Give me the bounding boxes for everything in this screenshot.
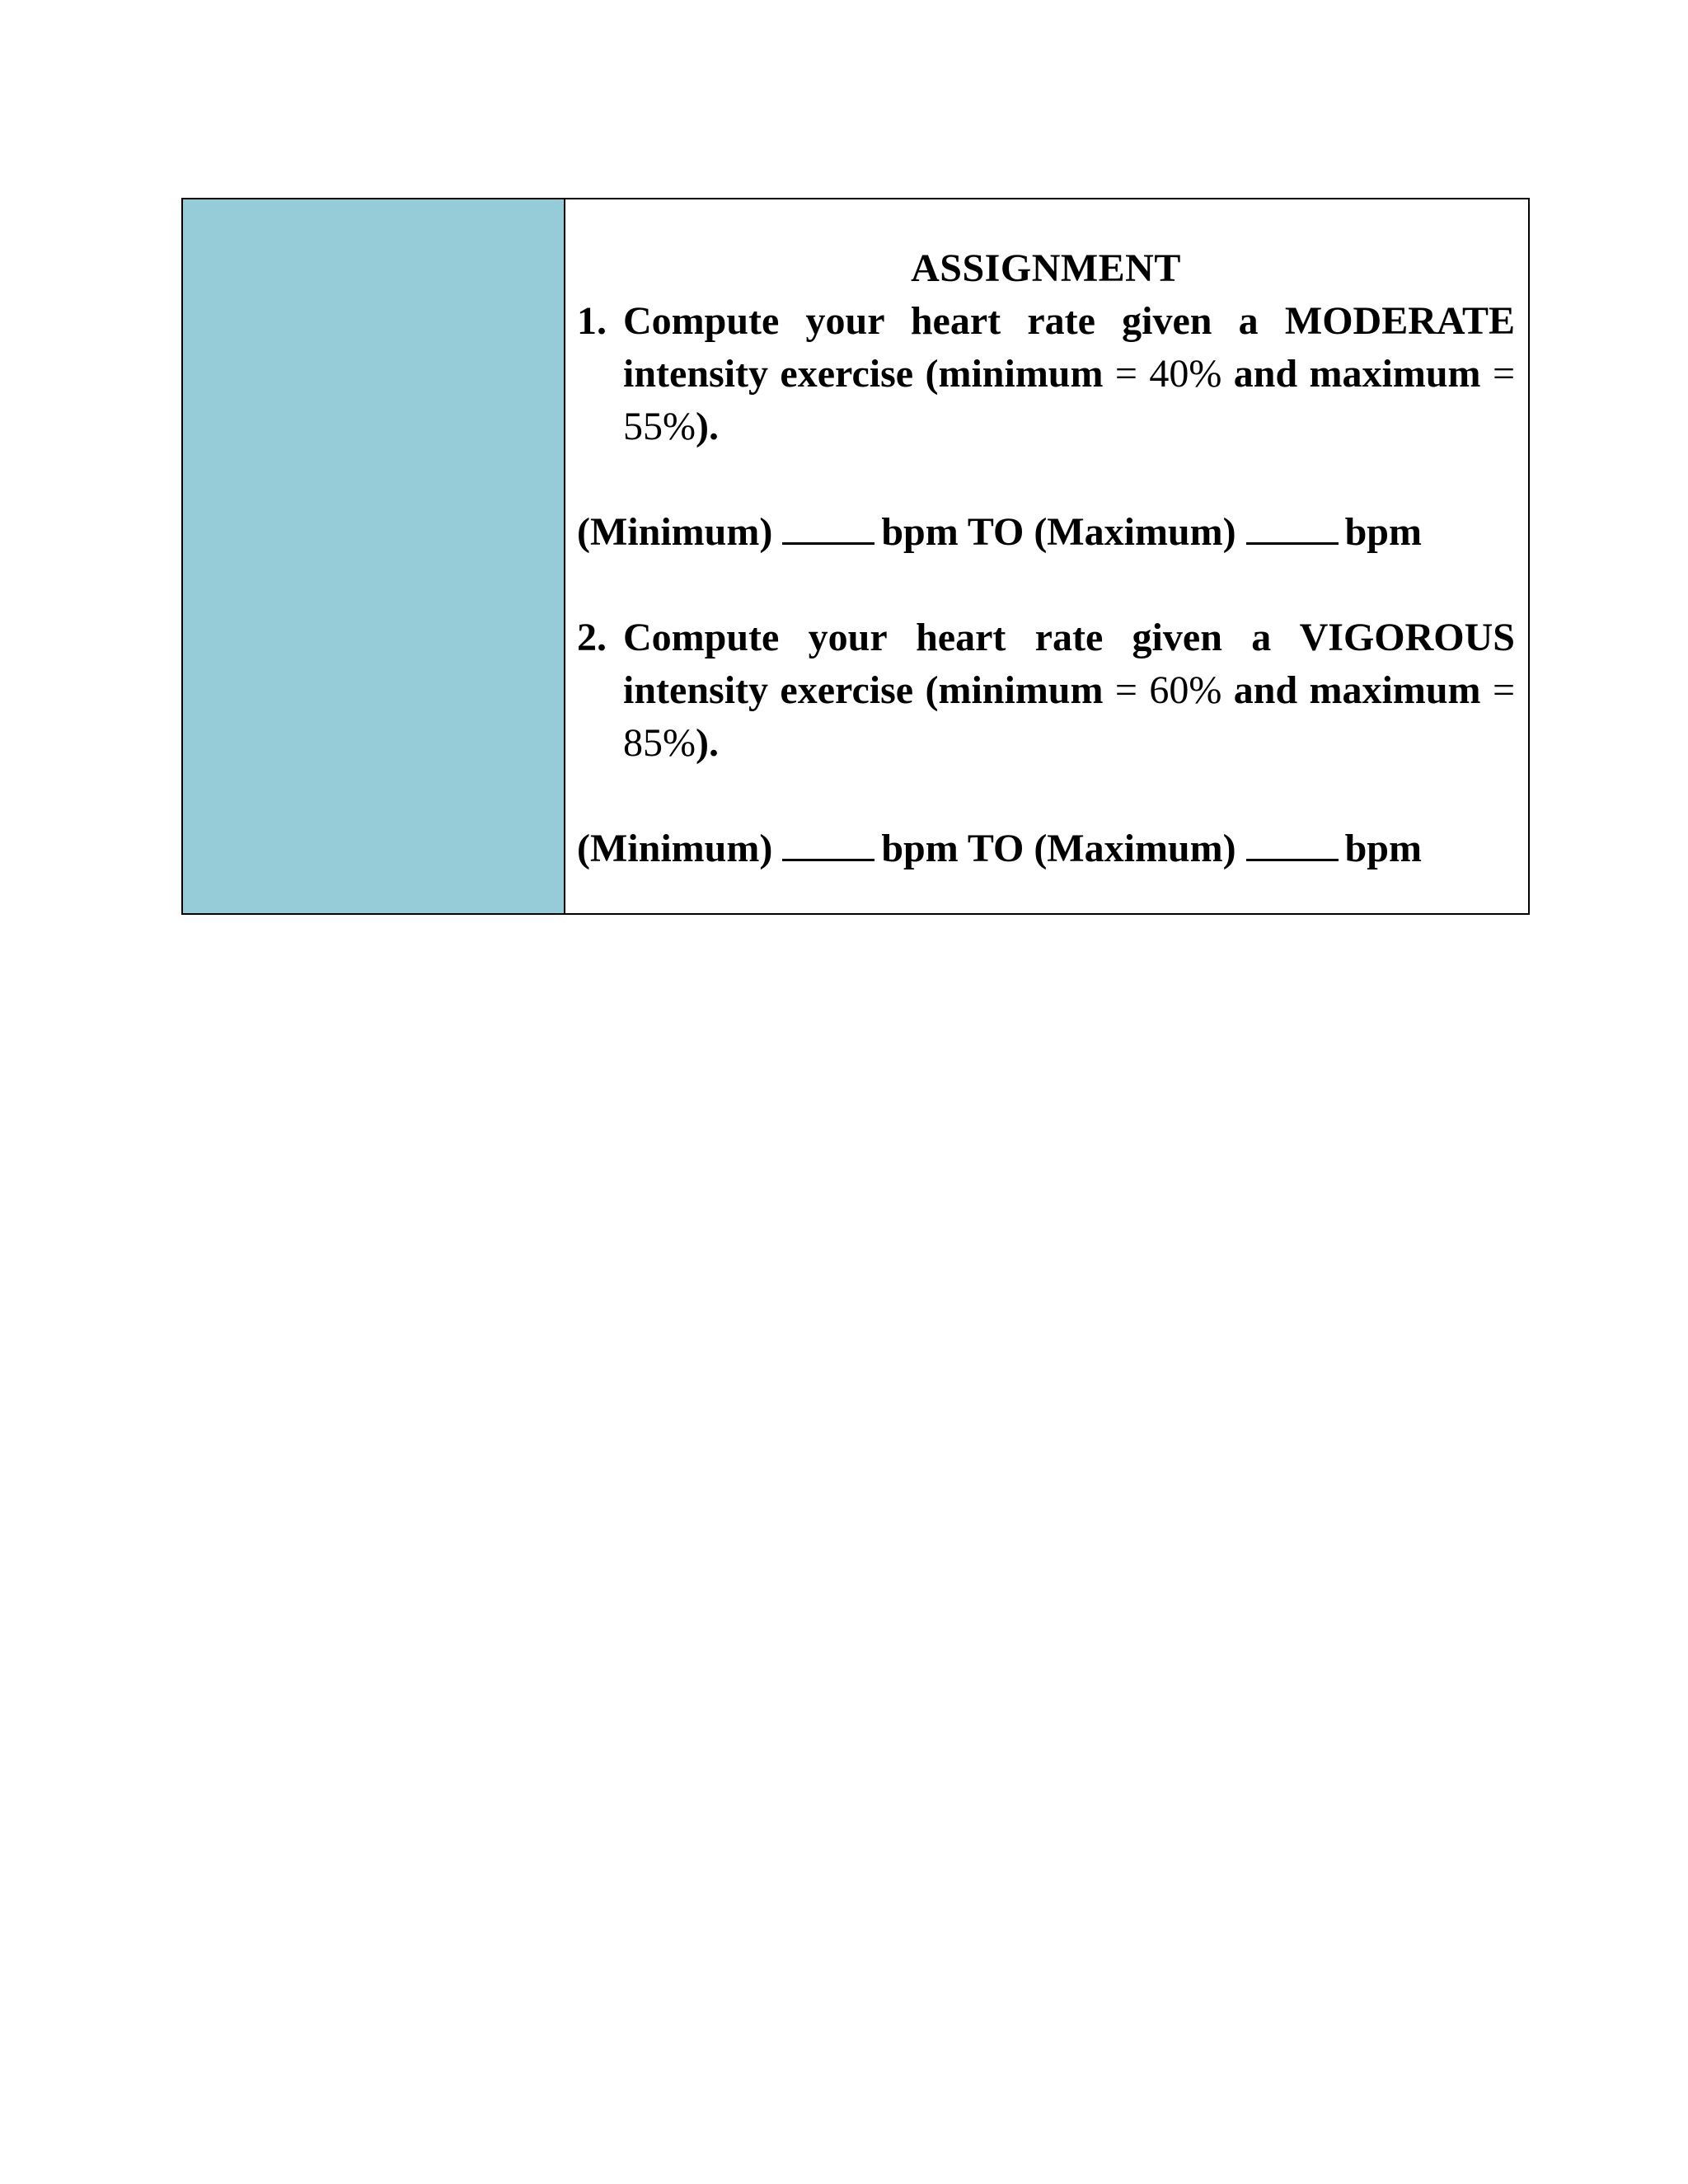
unit-label: bpm TO xyxy=(881,510,1025,554)
question-text-mid: and maximum xyxy=(1221,668,1493,712)
assignment-table xyxy=(181,198,1530,915)
question-max-value: = 55% xyxy=(623,352,1516,448)
assignment-title: ASSIGNMENT xyxy=(911,246,1181,290)
assignment-content xyxy=(565,199,1528,913)
question-text-suffix: ). xyxy=(695,405,719,448)
question-text-prefix: Compute your heart rate given a MODERATE intensity exercise (minimum xyxy=(623,299,1515,396)
question-text-suffix: ). xyxy=(695,721,719,765)
question-max-value: = 85% xyxy=(623,668,1516,765)
question-min-value: = 60% xyxy=(1114,668,1222,712)
question-text-prefix: Compute your heart rate given a VIGOROUS intensity exercise (minimum xyxy=(623,616,1515,712)
minimum-blank[interactable] xyxy=(782,509,874,545)
minimum-label: (Minimum) xyxy=(577,827,773,870)
question-number: 1. xyxy=(577,299,607,343)
answer-line-1 xyxy=(577,506,1515,559)
question-min-value: = 40% xyxy=(1114,352,1222,396)
maximum-label: (Maximum) xyxy=(1034,510,1236,554)
maximum-blank[interactable] xyxy=(1246,509,1339,545)
unit-label: bpm xyxy=(1344,827,1422,870)
question-text-mid: and maximum xyxy=(1221,352,1493,396)
question-text xyxy=(623,295,1515,453)
side-panel xyxy=(183,199,565,913)
question-number: 2. xyxy=(577,616,607,659)
question-1 xyxy=(577,295,1515,453)
maximum-label: (Maximum) xyxy=(1034,827,1236,870)
minimum-label: (Minimum) xyxy=(577,510,773,554)
unit-label: bpm TO xyxy=(881,827,1025,870)
question-2 xyxy=(577,612,1515,770)
answer-line-2 xyxy=(577,823,1515,875)
question-text xyxy=(623,612,1515,770)
maximum-blank[interactable] xyxy=(1246,826,1339,861)
minimum-blank[interactable] xyxy=(782,826,874,861)
unit-label: bpm xyxy=(1344,510,1422,554)
